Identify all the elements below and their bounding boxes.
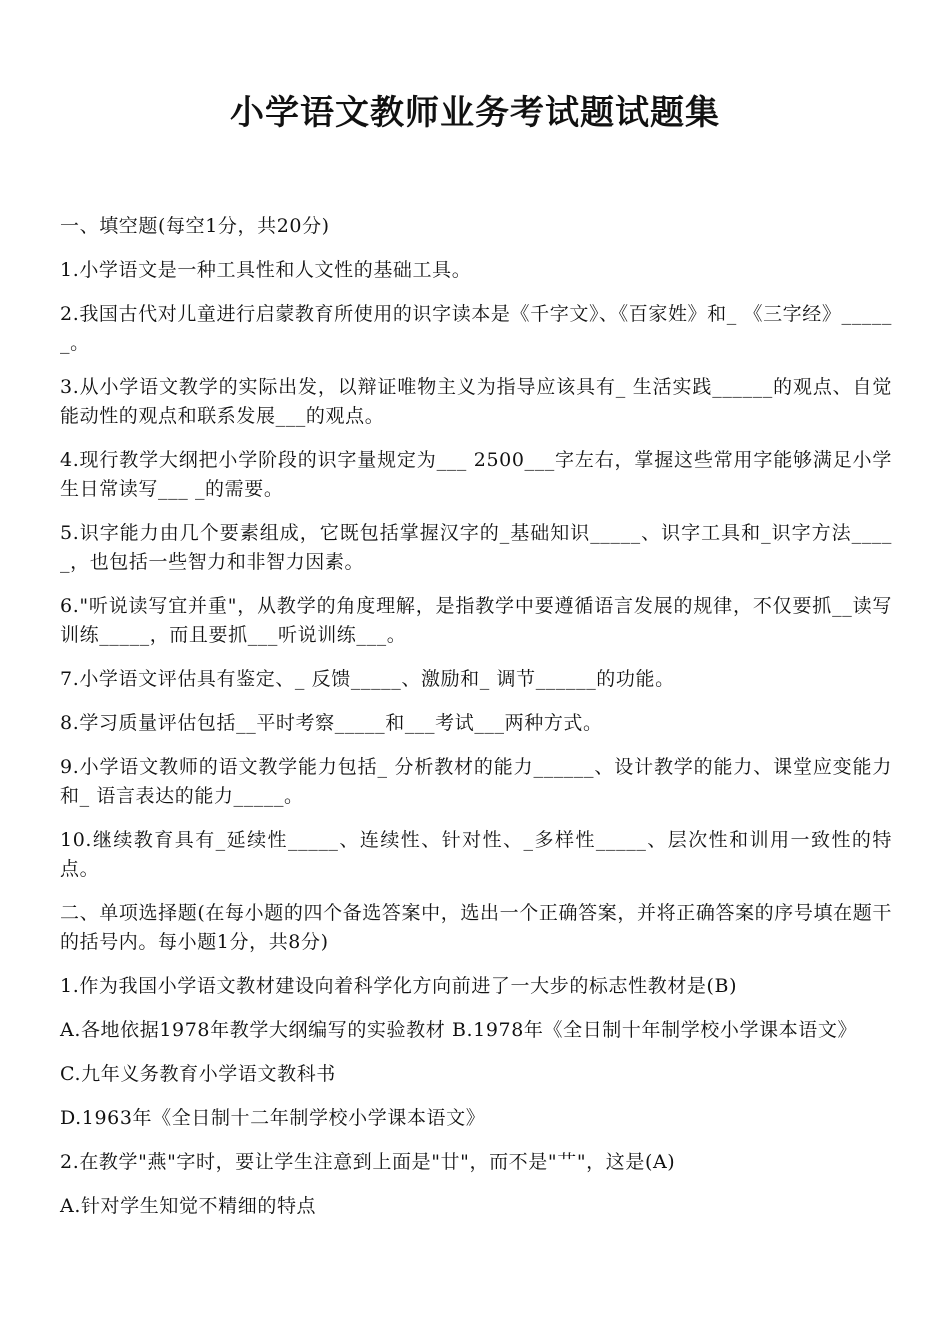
document-body — [60, 212, 892, 1236]
question-paragraph: 5.识字能力由几个要素组成，它既包括掌握汉字的_基础知识_____、识字工具和_识字方法_____，也包括一些智力和非智力因素。 — [60, 522, 892, 573]
answer-option: A.各地依据1978年教学大纲编写的实验教材 B.1978年《全日制十年制学校小学课本语文》 — [60, 1019, 858, 1041]
question-paragraph: 8.学习质量评估包括__平时考察_____和___考试___两种方式。 — [60, 712, 603, 734]
section-heading-fill-in: 一、填空题(每空1分，共20分) — [60, 215, 330, 237]
section-heading-single-choice: 二、单项选择题(在每小题的四个备选答案中，选出一个正确答案，并将正确答案的序号填在题干的括号内。每小题1分，共8分) — [60, 902, 892, 953]
question-paragraph: 2.在教学"燕"字时，要让学生注意到上面是"廿"，而不是"艹"，这是(A) — [60, 1151, 676, 1173]
question-paragraph: 1.小学语文是一种工具性和人文性的基础工具。 — [60, 259, 472, 281]
question-paragraph: 9.小学语文教师的语文教学能力包括_ 分析教材的能力______、设计教学的能力、课堂应变能力和_ 语言表达的能力_____。 — [60, 756, 892, 807]
question-paragraph: 10.继续教育具有_延续性_____、连续性、针对性、_多样性_____、层次性和训用一致性的特点。 — [60, 829, 892, 880]
answer-option: C.九年义务教育小学语文教科书 — [60, 1063, 336, 1085]
document-title: 小学语文教师业务考试题试题集 — [230, 93, 720, 133]
answer-option: D.1963年《全日制十二年制学校小学课本语文》 — [60, 1107, 486, 1129]
question-paragraph: 6."听说读写宜并重"，从教学的角度理解，是指教学中要遵循语言发展的规律，不仅要抓__读写训练_____，而且要抓___听说训练___。 — [60, 595, 892, 646]
question-paragraph: 1.作为我国小学语文教材建设向着科学化方向前进了一大步的标志性教材是(B) — [60, 975, 738, 997]
answer-option: A.针对学生知觉不精细的特点 — [60, 1195, 317, 1217]
question-paragraph: 3.从小学语文教学的实际出发，以辩证唯物主义为指导应该具有_ 生活实践______的观点、自觉能动性的观点和联系发展___的观点。 — [60, 376, 892, 427]
question-paragraph: 7.小学语文评估具有鉴定、_ 反馈_____、激励和_ 调节______的功能。 — [60, 668, 675, 690]
question-paragraph: 4.现行教学大纲把小学阶段的识字量规定为___ 2500___字左右，掌握这些常用字能够满足小学生日常读写___ _的需要。 — [60, 449, 892, 500]
question-paragraph: 2.我国古代对儿童进行启蒙教育所使用的识字读本是《千字文》、《百家姓》和_ 《三字经》______。 — [60, 303, 892, 354]
